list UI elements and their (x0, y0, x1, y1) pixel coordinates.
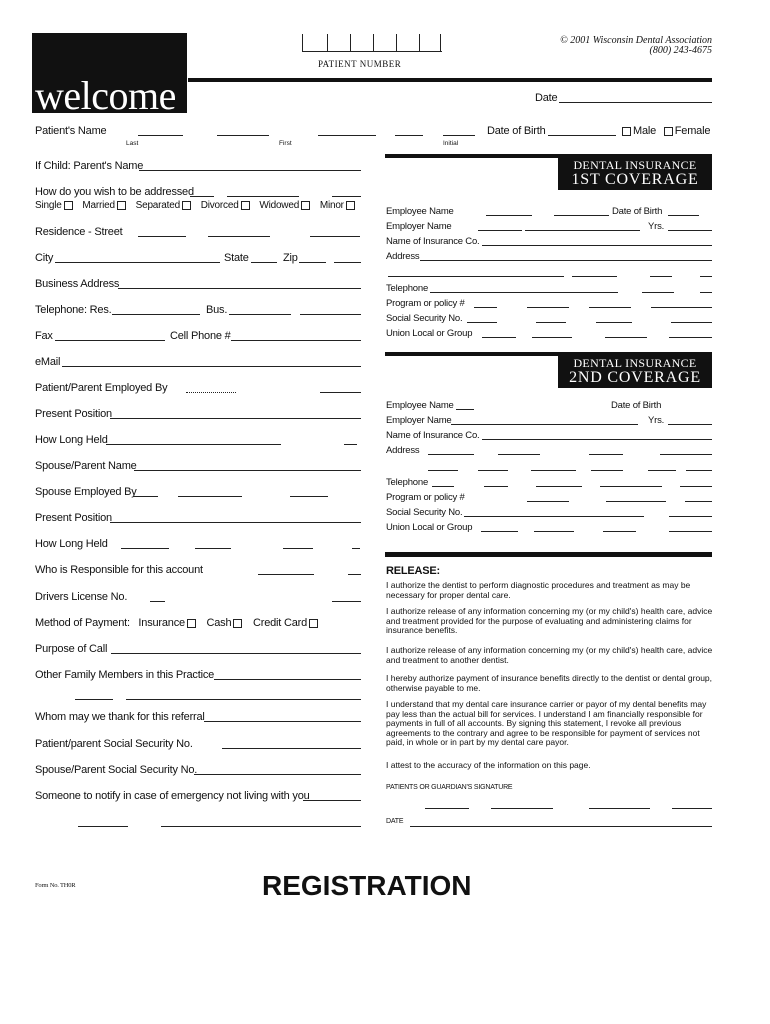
ins1-address-field-e[interactable] (700, 276, 712, 277)
drivers-license-field-b[interactable] (332, 601, 361, 602)
male-checkbox[interactable] (622, 127, 631, 136)
residence-field-c[interactable] (310, 236, 360, 237)
ins2-employer-field[interactable] (451, 424, 638, 425)
bus-field-a[interactable] (229, 314, 291, 315)
telephone-res-label: Telephone: Res. (35, 304, 112, 316)
ins1-dob-field[interactable] (668, 215, 699, 216)
ins1-union-field[interactable] (482, 337, 516, 338)
ins2-address-field-c[interactable] (589, 454, 623, 455)
release-heading: RELEASE: (386, 565, 441, 577)
spouse-employed-label: Spouse Employed By (35, 486, 137, 498)
whom-thank-field[interactable] (204, 721, 361, 722)
ins2-telephone-field-e[interactable] (680, 486, 712, 487)
city-label: City (35, 252, 54, 264)
emergency-label: Someone to notify in case of emergency not living with you (35, 790, 310, 802)
ins1-insurance-co-label: Name of Insurance Co. (386, 236, 480, 247)
ins2-union-field-c[interactable] (603, 531, 636, 532)
ins2-address-field-d[interactable] (660, 454, 712, 455)
initial-field-a[interactable] (395, 135, 423, 136)
patient-number-label: PATIENT NUMBER (318, 59, 402, 69)
welcome-title: welcome (35, 73, 176, 118)
addressed-field-b[interactable] (227, 196, 299, 197)
method-payment-options (35, 617, 320, 629)
ins1-employee-name-field-b[interactable] (554, 215, 609, 216)
present-position2-field[interactable] (110, 522, 361, 523)
signature-field-c[interactable] (589, 808, 650, 809)
ins1-ssn-field-b[interactable] (536, 322, 566, 323)
ins2-address-field-e[interactable] (428, 470, 458, 471)
ins1-telephone-field-b[interactable] (642, 292, 674, 293)
copyright-phone: (800) 243-4675 (649, 45, 712, 56)
ins1-ssn-field-c[interactable] (596, 322, 632, 323)
patients-name-label: Patient's Name (35, 125, 107, 137)
minor-checkbox[interactable] (346, 201, 355, 210)
ins1-telephone-label: Telephone (386, 283, 429, 294)
signature-field-b[interactable] (491, 808, 553, 809)
other-family-label: Other Family Members in this Practice (35, 669, 215, 681)
ins1-dob-label: Date of Birth (612, 206, 663, 217)
ins2-address-field-f[interactable] (478, 470, 508, 471)
ins1-address-field-d[interactable] (650, 276, 672, 277)
other-family-field[interactable] (214, 679, 361, 680)
patient-number-divider (327, 34, 328, 51)
business-address-field[interactable] (118, 288, 361, 289)
release-date-field[interactable] (410, 826, 712, 827)
responsible-field-a[interactable] (258, 574, 314, 575)
spouse-employed-field-b[interactable] (178, 496, 242, 497)
ins2-ssn-label: Social Security No. (386, 507, 463, 518)
bus-label: Bus. (206, 304, 228, 316)
signature-field-a[interactable] (425, 808, 469, 809)
release-paragraph-5: I understand that my dental care insurance carrier or payor of my dental benefits may pay less than the actual bill for services. I understand I am financially responsible for payments in full of all accounts. By signing this statement, I revoke all previous agreements to the contrary and agree to be responsible for payment of services not paid, in whole or in part by my dental care payor. (386, 699, 707, 748)
initial-field-b[interactable] (443, 135, 475, 136)
release-rule (385, 552, 712, 557)
release-paragraph-4: I hereby authorize payment of insurance benefits directly to the dentist or dental group, otherwise payable to me. (386, 673, 713, 693)
initial-caption: Initial (443, 140, 459, 147)
ins2-address-field-b[interactable] (498, 454, 540, 455)
ins1-ssn-field[interactable] (467, 322, 497, 323)
bus-field-b[interactable] (300, 314, 361, 315)
married-label: Married (82, 200, 115, 211)
patient-number-divider (373, 34, 374, 51)
ins1-employer-field[interactable] (478, 230, 522, 231)
cash-checkbox[interactable] (233, 619, 242, 628)
ins1-address-field-b[interactable] (388, 276, 564, 277)
ins2-insurance-co-field[interactable] (482, 439, 712, 440)
how-long-field-a[interactable] (106, 444, 281, 445)
employed-by-field-b[interactable] (320, 392, 361, 393)
divorced-label: Divorced (200, 200, 239, 211)
responsible-field-b[interactable] (348, 574, 361, 575)
ins1-program-field-c[interactable] (589, 307, 631, 308)
state-field[interactable] (251, 262, 277, 263)
present-position-field[interactable] (110, 418, 361, 419)
cell-label: Cell Phone # (170, 330, 231, 342)
ins2-union-field[interactable] (481, 531, 518, 532)
single-checkbox[interactable] (64, 201, 73, 210)
how-long2-field-b[interactable] (195, 548, 231, 549)
whom-thank-label: Whom may we thank for this referral (35, 711, 205, 723)
copyright (520, 36, 712, 56)
ins2-yrs-field[interactable] (668, 424, 712, 425)
ins1-employee-name-label: Employee Name (386, 206, 454, 217)
ins1-employee-name-field[interactable] (486, 215, 532, 216)
ins1-yrs-field[interactable] (668, 230, 712, 231)
patient-number-divider (419, 34, 420, 51)
ins2-union-field-b[interactable] (534, 531, 574, 532)
how-long2-label: How Long Held (35, 538, 108, 550)
gender-options (620, 125, 710, 137)
zip-field-a[interactable] (299, 262, 326, 263)
marital-status-options (35, 200, 357, 211)
patient-ssn-label: Patient/parent Social Security No. (35, 738, 193, 750)
credit-card-checkbox[interactable] (309, 619, 318, 628)
date-label: Date (535, 92, 558, 104)
dob-label: Date of Birth (487, 125, 546, 137)
method-payment-label: Method of Payment: (35, 617, 130, 629)
married-checkbox[interactable] (117, 201, 126, 210)
first-caption: First (279, 140, 292, 147)
drivers-license-label: Drivers License No. (35, 591, 128, 603)
ins2-ssn-field-b[interactable] (669, 516, 712, 517)
ins1-union-label: Union Local or Group (386, 328, 473, 339)
ins2-yrs-label: Yrs. (648, 415, 665, 426)
present-position-label: Present Position (35, 408, 112, 420)
purpose-label: Purpose of Call (35, 643, 108, 655)
patient-number-divider (440, 34, 441, 51)
insurance-checkbox[interactable] (187, 619, 196, 628)
ins2-address-field-j[interactable] (686, 470, 712, 471)
patient-ssn-field[interactable] (222, 748, 361, 749)
spouse-name-field[interactable] (134, 470, 361, 471)
residence-field-b[interactable] (208, 236, 270, 237)
header-rule (188, 78, 712, 82)
male-label: Male (633, 125, 657, 137)
email-label: eMail (35, 356, 61, 368)
spouse-employed-field-a[interactable] (133, 496, 158, 497)
last-caption: Last (126, 140, 139, 147)
ins2-address-field[interactable] (428, 454, 474, 455)
zip-label: Zip (283, 252, 298, 264)
patient-number-baseline (302, 51, 442, 52)
patient-number-box[interactable] (302, 34, 303, 51)
insurance-label: Insurance (138, 617, 185, 629)
ins2-program-field[interactable] (527, 501, 569, 502)
ins2-employee-name-field[interactable] (456, 409, 474, 410)
ins2-address-field-h[interactable] (591, 470, 623, 471)
first-name-field[interactable] (217, 135, 269, 136)
addressed-field-a[interactable] (190, 196, 214, 197)
ins1-telephone-field[interactable] (430, 292, 618, 293)
registration-title: REGISTRATION (262, 870, 472, 901)
ins1-ssn-label: Social Security No. (386, 313, 463, 324)
ins1-program-label: Program or policy # (386, 298, 465, 309)
ins2-union-label: Union Local or Group (386, 522, 473, 533)
ins1-insurance-co-field[interactable] (482, 245, 712, 246)
responsible-label: Who is Responsible for this account (35, 564, 203, 576)
ins1-employer-label: Employer Name (386, 221, 452, 232)
signature-field-d[interactable] (672, 808, 712, 809)
date-field[interactable] (559, 102, 712, 103)
fax-label: Fax (35, 330, 53, 342)
cash-label: Cash (206, 617, 232, 629)
ins1-program-field[interactable] (474, 307, 497, 308)
release-paragraph-1: I authorize the dentist to perform diagnostic procedures and treatment as may be necessary for proper dental care. (386, 580, 691, 600)
employed-by-field-a[interactable] (186, 392, 236, 393)
middle-name-field[interactable] (318, 135, 376, 136)
parent-name-field[interactable] (139, 170, 361, 171)
ins2-union-field-d[interactable] (669, 531, 712, 532)
how-long2-field-c[interactable] (283, 548, 313, 549)
ins2-address-label: Address (386, 445, 420, 456)
telephone-res-field[interactable] (112, 314, 200, 315)
dob-field[interactable] (548, 135, 616, 136)
ins1-union-field-b[interactable] (532, 337, 572, 338)
spouse-employed-field-c[interactable] (290, 496, 328, 497)
parent-name-label: If Child: Parent's Name (35, 160, 144, 172)
separated-label: Separated (135, 200, 180, 211)
other-family-field-c[interactable] (126, 699, 361, 700)
ins2-title-top: DENTAL INSURANCE (573, 356, 697, 370)
email-field[interactable] (62, 366, 361, 367)
ins2-program-label: Program or policy # (386, 492, 465, 503)
fax-field[interactable] (55, 340, 165, 341)
minor-label: Minor (319, 200, 344, 211)
release-paragraph-3: I authorize release of any information concerning my (or my child's) health care, advice and treatment to another dentist. (386, 645, 713, 665)
spouse-ssn-label: Spouse/Parent Social Security No. (35, 764, 198, 776)
widowed-checkbox[interactable] (301, 201, 310, 210)
how-long2-field-a[interactable] (121, 548, 169, 549)
ins2-insurance-co-label: Name of Insurance Co. (386, 430, 480, 441)
spouse-ssn-field[interactable] (194, 774, 361, 775)
patient-number-divider (350, 34, 351, 51)
patient-number-divider (396, 34, 397, 51)
last-name-field[interactable] (138, 135, 183, 136)
ins1-telephone-field-c[interactable] (700, 292, 712, 293)
residence-field-a[interactable] (138, 236, 186, 237)
credit-card-label: Credit Card (252, 617, 308, 629)
ins1-address-field-c[interactable] (572, 276, 617, 277)
ins1-title-bottom: 1ST COVERAGE (571, 171, 699, 188)
ins2-ssn-field[interactable] (464, 516, 644, 517)
copyright-text: © 2001 Wisconsin Dental Association (560, 35, 712, 46)
ins2-employer-label: Employer Name (386, 415, 452, 426)
addressed-field-c[interactable] (332, 196, 361, 197)
present-position2-label: Present Position (35, 512, 112, 524)
release-paragraph-2: I authorize release of any information concerning my (or my child's) health care, advice and treatment provided for the purpose of evaluating and administering claims for insurance benefits. (386, 606, 713, 636)
ins2-telephone-field-c[interactable] (536, 486, 582, 487)
female-label: Female (674, 125, 711, 137)
emergency-field-c[interactable] (161, 826, 361, 827)
ins1-program-field-d[interactable] (651, 307, 712, 308)
ins1-employer-field-b[interactable] (525, 230, 640, 231)
release-paragraph-6: I attest to the accuracy of the information on this page. (386, 760, 591, 770)
form-number: Form No. TH0R (35, 882, 76, 889)
ins1-address-field[interactable] (420, 260, 712, 261)
business-address-label: Business Address (35, 278, 120, 290)
separated-checkbox[interactable] (182, 201, 191, 210)
ins2-employee-name-label: Employee Name (386, 400, 454, 411)
ins2-program-field-b[interactable] (606, 501, 666, 502)
ins2-telephone-field-d[interactable] (600, 486, 662, 487)
spouse-name-label: Spouse/Parent Name (35, 460, 137, 472)
state-label: State (224, 252, 249, 264)
ins1-union-field-c[interactable] (605, 337, 647, 338)
release-date-label: DATE (386, 818, 404, 825)
residence-label: Residence - Street (35, 226, 123, 238)
ins2-telephone-field-b[interactable] (484, 486, 508, 487)
ins1-address-label: Address (386, 251, 420, 262)
signature-label: PATIENTS OR GUARDIAN'S SIGNATURE (386, 784, 513, 791)
how-long2-field-d[interactable] (352, 548, 360, 549)
employed-by-label: Patient/Parent Employed By (35, 382, 168, 394)
cell-field[interactable] (231, 340, 361, 341)
widowed-label: Widowed (259, 200, 300, 211)
ins1-yrs-label: Yrs. (648, 221, 665, 232)
emergency-field-b[interactable] (78, 826, 128, 827)
ins1-title-top: DENTAL INSURANCE (573, 158, 697, 172)
ins1-union-field-d[interactable] (669, 337, 712, 338)
purpose-field[interactable] (111, 653, 361, 654)
female-checkbox[interactable] (664, 127, 673, 136)
ins2-telephone-field[interactable] (432, 486, 454, 487)
how-long-label: How Long Held (35, 434, 108, 446)
ins2-telephone-label: Telephone (386, 477, 429, 488)
ins2-title-bottom: 2ND COVERAGE (569, 369, 701, 386)
other-family-field-b[interactable] (75, 699, 113, 700)
ins1-ssn-field-d[interactable] (671, 322, 712, 323)
divorced-checkbox[interactable] (241, 201, 250, 210)
ins2-address-field-g[interactable] (531, 470, 576, 471)
single-label: Single (35, 200, 62, 211)
ins2-program-field-c[interactable] (685, 501, 712, 502)
city-field[interactable] (55, 262, 220, 263)
ins2-dob-label: Date of Birth (611, 400, 662, 411)
ins1-program-field-b[interactable] (527, 307, 569, 308)
how-addressed-label: How do you wish to be addressed (35, 186, 194, 198)
ins2-address-field-i[interactable] (648, 470, 676, 471)
how-long-field-b[interactable] (344, 444, 357, 445)
drivers-license-field-a[interactable] (150, 601, 165, 602)
emergency-field[interactable] (303, 800, 361, 801)
zip-field-b[interactable] (334, 262, 361, 263)
